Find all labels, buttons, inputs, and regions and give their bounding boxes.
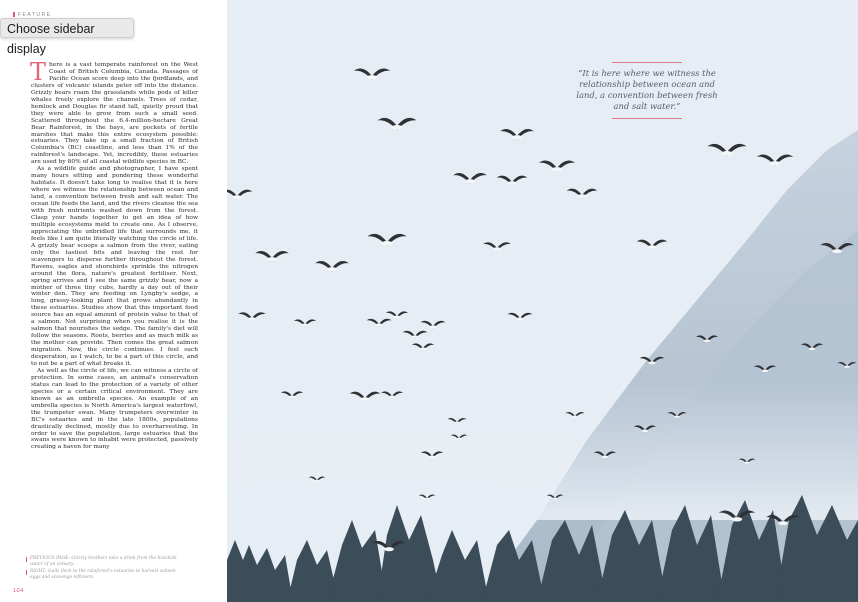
pull-quote-text: “It is here where we witness the relationship between ocean and land, a convention between fresh and salt water.” xyxy=(576,68,718,111)
section-marker xyxy=(13,12,15,17)
section-label-text: FEATURE xyxy=(18,12,52,18)
caption-right xyxy=(30,569,180,581)
caption-text: RIGHT: Gulls flock to the rainforest's estuaries to harvest salmon eggs and scavenge leftovers. xyxy=(30,569,176,580)
gulls-photo xyxy=(227,0,858,602)
pull-quote-top-rule xyxy=(612,62,682,63)
caption-marker xyxy=(26,570,27,575)
caption-text: PREVIOUS PAGE: Grizzly brothers take a drink from the brackish water of an estuary. xyxy=(30,556,177,567)
pull-quote-bottom-rule xyxy=(612,118,682,119)
page-number: 104 xyxy=(13,588,24,594)
article-paragraph: As a wildlife guide and photographer, I have spent many hours sitting and pondering these wonderful habitats. It doesn't take long to realise that it is here where we witness the relationship between ocean and land, a convention between fresh and salt water. The ocean life feeds the land, and the rivers cleanse the sea with fresh nutrients washed down from the forest. Clasp your hands together to get an idea of how multiple ecosystems meld to create one. As I observe, appreciating the unbridled life that surrounds me, it feels like I am quite literally watching the circle of life. A grizzly bear scoops a salmon from the river, eating only the tastiest bits and leaving the rest for scavengers to disperse further throughout the forest. Ravens, eagles and shorebirds sprinkle the nitrogen around the flora, nature's greatest fertiliser. Next, spring arrives and I see the same grizzly bear, now a mother of three tiny cubs, hardly a day out of their winter den. They are feeding on Lyngby's sedge, a long, grassy-looking plant that grows abundantly in these estuaries. Studies show that this important food source has an equal amount of protein value to that of a salmon. Not surprising when you realise it is the salmon that nourishes the sedge. The family's diet will follow the seasons. Roots, berries and as much milk as the mother can provide. Then comes the great salmon migration. Now, the circle continues. I feel such desperation, as I watch, to be a part of this circle, and to not be a part of what breaks it. xyxy=(31,166,198,367)
article-paragraph xyxy=(30,58,198,166)
drop-cap: T xyxy=(30,58,47,86)
article-body xyxy=(30,58,198,451)
photo-captions xyxy=(30,556,180,582)
caption-marker xyxy=(26,557,27,562)
caption-previous-page xyxy=(30,556,180,568)
paragraph-text: here is a vast temperate rainforest on the West Coast of British Columbia, Canada. Passages of Pacific Ocean score deep into the fjordlands, and clusters of volcanic islands peter off into the distance. Grizzly bears roam the grasslands while pods of killer whales freely explore the channels. Trees of cedar, hemlock and Douglas fir stand tall, quietly proud that they were able to grow from such a small seed. Scattered throughout the 6.4-million-hectare Great Bear Rainforest, in the bays, are pockets of fertile marshes that make this entire ecosystem possible: estuaries. They take up a small fraction of British Columbia's (BC) coastline, and less than 1% of the rainforest's landscape. Yet, incredibly, these estuaries are used by 80% of all coastal wildlife species in BC. xyxy=(31,62,198,166)
photo-page xyxy=(227,0,858,602)
mist xyxy=(227,380,858,520)
sidebar-display-tooltip[interactable]: Choose sidebar display xyxy=(0,18,134,38)
pull-quote xyxy=(572,62,722,119)
article-paragraph: As well as the circle of life, we can witness a circle of protection. In some cases, an animal's conservation status can lead to the protection of a variety of other species or a certain critical environment. They are known as an umbrella species. An example of an umbrella species is North America's largest waterfowl, the trumpeter swan. Many trumpeters overwinter in BC's estuaries and in the late 1800s, populations drastically declined, mostly due to overharvesting. In order to save the population, large estuaries that the swans were known to inhabit were protected, passively creating a haven for many xyxy=(31,367,198,451)
left-page xyxy=(0,0,226,602)
